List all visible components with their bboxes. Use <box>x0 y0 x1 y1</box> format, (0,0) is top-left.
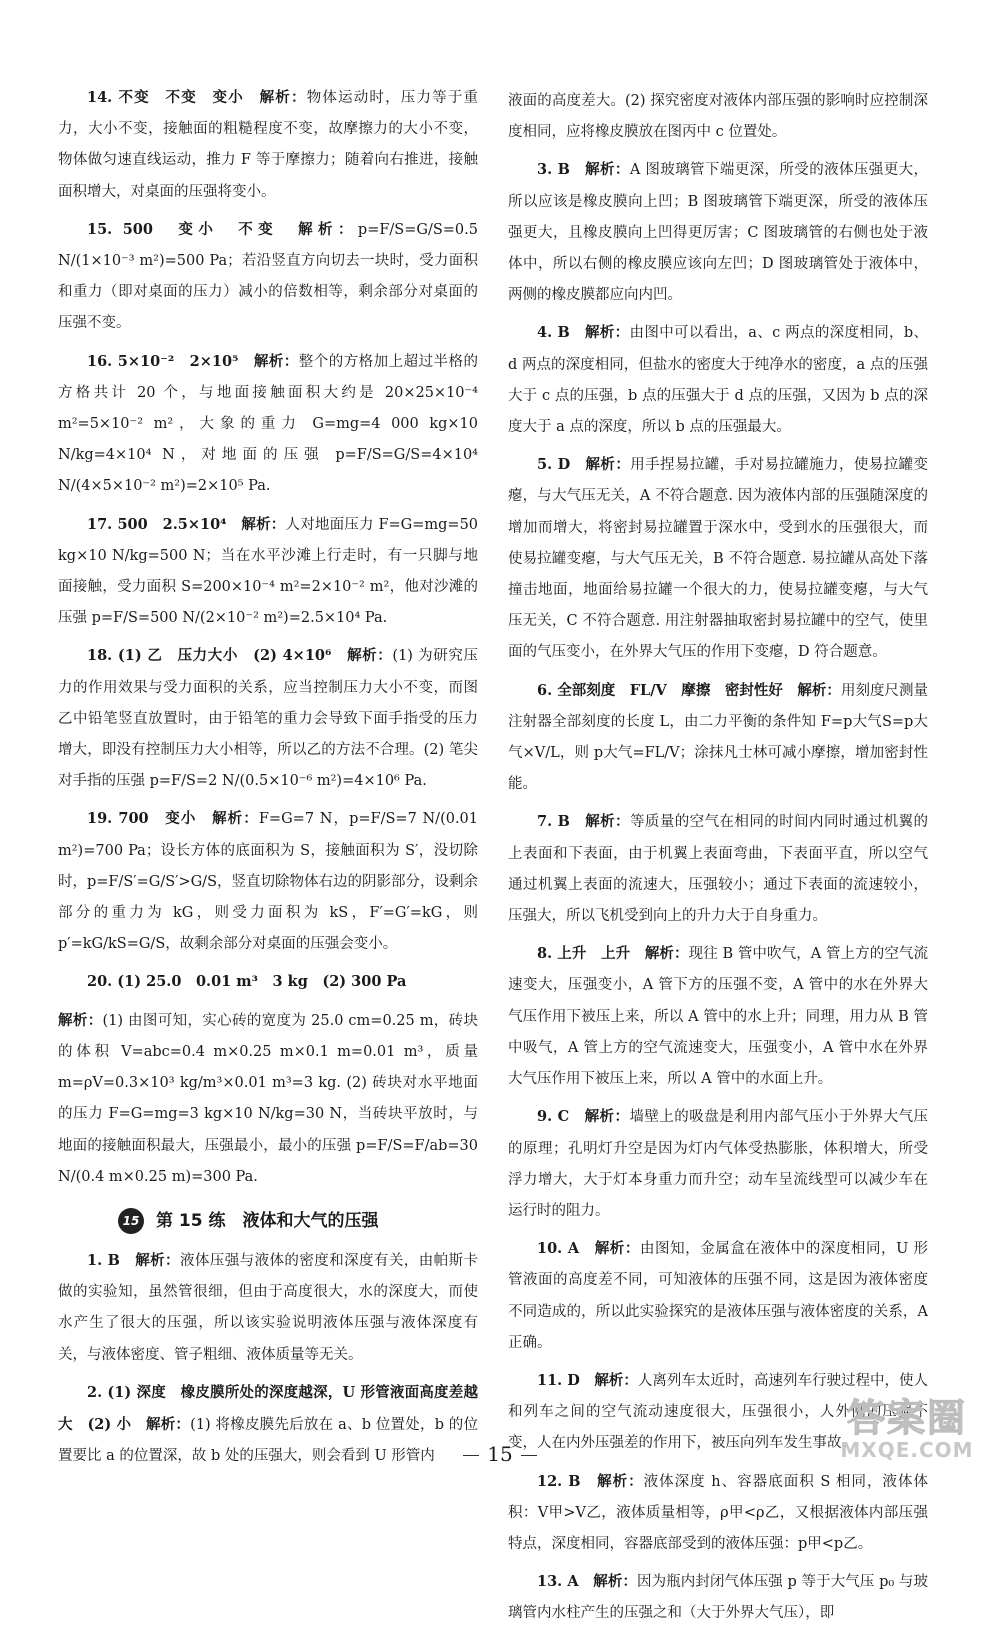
answer-item-14: 14. 不变 不变 变小 解析：物体运动时，压力等于重力，大小不变，接触面的粗糙程度不变，故摩擦力的大小不变，物体做匀速直线运动，推力 F 等于摩擦力；随着向右推进，接触面积增大，对桌面的压强将变小。 <box>58 89 479 200</box>
answer-item-s15-9: 9. C 解析：墙壁上的吸盘是利用内部气压小于外界大气压的原理；孔明灯升空是因为灯内气体受热膨胀，体积增大，所受浮力增大，大于灯本身重力而升空；动车呈流线型可以减少车在运行时的阻力。 <box>508 1108 929 1219</box>
watermark-url: MXQE.COM <box>840 1438 974 1462</box>
answer-item-s15-1: 1. B 解析：液体压强与液体的密度和深度有关，由帕斯卡做的实验知，虽然管很细，但由于高度很大，水的深度大，而使水产生了很大的压强，所以该实验说明液体压强与液体深度有关，与液体密度、管子粗细、液体质量等无关。 <box>58 1251 478 1363</box>
answer-item-18: 18. (1) 乙 压力大小 (2) 4×10⁶ 解析：(1) 为研究压力的作用效果与受力面积的关系，应当控制压力大小不变，而图乙中铅笔竖直放置时，由于铅笔的重力会导致下面手指受的压力增大，即没有控制压力大小相等，所以乙的方法不合理。(2) 笔尖对手指的压强 p=F/S=2 N/(0.5×10⁻⁶ m²)=4×10⁶ Pa. <box>58 647 478 790</box>
answer-item-15: 15. 500 变小 不变 解析：p=F/S=G/S=0.5 N/(1×10⁻³ m²)=500 Pa；若沿竖直方向切去一块时，受力面积和重力（即对桌面的压力）减小的倍数相等，剩余部分对桌面的压强不变。 <box>58 220 478 332</box>
answer-item-s15-4: 4. B 解析：由图中可以看出，a、c 两点的深度相同，b、d 两点的深度相同，但盐水的密度大于纯净水的密度，a 点的压强大于 c 点的压强，b 点的压强大于 d 点的压强，又因为 b 点的深度大于 a 点的深度，所以 b 点的压强最大。 <box>508 324 929 436</box>
answer-item-s15-6: 6. 全部刻度 FL/V 摩擦 密封性好 解析：用刻度尺测量注射器全部刻度的长度 L，由二力平衡的条件知 F=p大气S=p大气×V/L，则 p大气=FL/V；涂抹凡士林可减小摩擦，增加密封性能。 <box>508 681 929 793</box>
answer-item-17: 17. 500 2.5×10⁴ 解析：人对地面压力 F=G=mg=50 kg×10 N/kg=500 N；当在水平沙滩上行走时，有一只脚与地面接触，受力面积 S=200×10⁻⁴ m²=2×10⁻² m²，他对沙滩的压强 p=F/S=500 N/(2×10⁻² m²)=2.5×10⁴ Pa. <box>58 515 479 627</box>
answer-item-s15-7: 7. B 解析：等质量的空气在相同的时间内同时通过机翼的上表面和下表面，由于机翼上表面弯曲，下表面平直，所以空气通过机翼上表面的流速大，压强较小；通过下表面的流速较小，压强大，所以飞机受到向上的升力大于自身重力。 <box>508 813 928 925</box>
answer-item-s15-5: 5. D 解析：用手捏易拉罐，手对易拉罐施力，使易拉罐变瘪，与大气压无关，A 不符合题意. 因为液体内部的压强随深度的增加而增大，将密封易拉罐置于深水中，受到水的压强很大，而使易拉罐变瘪，与大气压无关，B 不符合题意. 易拉罐从高处下落撞击地面，地面给易拉罐一个很大的力，使易拉罐变瘪，与大气压无关，C 不符合题意. 用注射器抽取密封易拉罐中的空气，使里面的气压变小，在外界大气压的作用下变瘪，D 符合题意。 <box>508 456 929 661</box>
answer-item-20: 20. (1) 25.0 0.01 m³ 3 kg (2) 300 Pa <box>87 973 407 991</box>
left-column <box>58 82 478 1478</box>
answer-item-19: 19. 700 变小 解析：F=G=7 N，p=F/S=7 N/(0.01 m²)=700 Pa；设长方体的底面积为 S，接触面积为 S′，没切除时，p=F/S′=G/S′>G/S，竖直切除物体右边的阴影部分，设剩余部分的重力为 kG，则受力面积为 kS，F′=G′=kG，则 p′=kG/kS=G/S，故剩余部分对桌面的压强会变小。 <box>58 810 479 953</box>
answer-item-s15-11: 11. D 解析：人离列车太近时，高速列车行驶过程中，使人和列车之间的空气流动速度很大，压强很小，人外侧的压强不变，人在内外压强差的作用下，被压向列车发生事故。 <box>508 1371 929 1452</box>
page-number: 15 <box>487 1442 513 1466</box>
answer-item-s15-2: 2. (1) 深度 橡皮膜所处的深度越深，U 形管液面高度差越大 (2) 小 解析：(1) 将橡皮膜先后放在 a、b 位置处，b 的位置要比 a 的位置深，故 b 处的压强大，则会看到 U 形管内 <box>58 1383 479 1465</box>
footer-dash-left <box>463 1455 479 1456</box>
answer-item-16: 16. 5×10⁻² 2×10⁵ 解析：整个的方格加上超过半格的方格共计 20 个，与地面接触面积大约是 20×25×10⁻⁴ m²=5×10⁻² m²，大象的重力 G=mg=4 000 kg×10 N/kg=4×10⁴ N，对地面的压强 p=F/S=G/S=4×10⁴ N/(4×5×10⁻² m²)=2×10⁵ Pa. <box>58 352 479 495</box>
answer-item-s15-12: 12. B 解析：液体深度 h、容器底面积 S 相同，液体体积：V甲>V乙，液体质量相等，ρ甲<ρ乙，又根据液体内部压强特点，深度相同，容器底部受到的液体压强：p甲<p乙。 <box>508 1472 928 1552</box>
watermark-logo <box>832 1398 982 1470</box>
answer-item-20-analysis: 解析：(1) 由图可知，实心砖的宽度为 25.0 cm=0.25 m，砖块的体积 V=abc=0.4 m×0.25 m×0.1 m=0.01 m³，质量 m=ρV=0.3×10³ kg/m³×0.01 m³=3 kg. (2) 砖块对水平地面的压力 F=G=mg=3 kg×10 N/kg=30 N，当砖块平放时，与地面的接触面积最大，压强最小，最小的压强 p=F/S=F/ab=30 N/(0.4 m×0.25 m)=300 Pa. <box>58 1011 478 1185</box>
answer-item-s15-2-cont: 液面的高度差大。(2) 探究密度对液体内部压强的影响时应控制深度相同，应将橡皮膜放在图丙中 c 位置处。 <box>508 93 928 141</box>
section-title: 第 15 练 液体和大气的压强 <box>156 1210 379 1231</box>
watermark-logo-text: 答案圈 <box>846 1396 967 1440</box>
section-heading <box>118 1207 478 1235</box>
section-number-badge: 15 <box>118 1208 144 1234</box>
footer-dash-right <box>521 1455 537 1456</box>
answer-item-s15-13: 13. A 解析：因为瓶内封闭气体压强 p 等于大气压 p₀ 与玻璃管内水柱产生的压强之和（大于外界大气压），即 <box>508 1573 929 1622</box>
answer-item-s15-3: 3. B 解析：A 图玻璃管下端更深，所受的液体压强更大，所以应该是橡皮膜向上凹；B 图玻璃管下端更深，所受的液体压强更大，且橡皮膜向上凹得更厉害；C 图玻璃管的右侧也处于液体中，所以右侧的橡皮膜应该向左凹；D 图玻璃管处于液体中，两侧的橡皮膜都应向内凹。 <box>508 161 928 304</box>
answer-item-s15-10: 10. A 解析：由图知，金属盒在液体中的深度相同，U 形管液面的高度差不同，可知液体的压强不同，这是因为液体密度不同造成的，所以此实验探究的是液体压强与液体密度的关系，A 正确。 <box>508 1240 929 1351</box>
answer-item-s15-8: 8. 上升 上升 解析：现往 B 管中吹气，A 管上方的空气流速变大，压强变小，A 管下方的压强不变，A 管中的水在外界大气压作用下被压上来，所以 A 管中的水上升；同理，用力从 B 管中吸气，A 管上方的空气流速变大，压强变小，A 管中水在外界大气压作用下被压上来，所以 A 管中的水面上升。 <box>508 945 929 1088</box>
